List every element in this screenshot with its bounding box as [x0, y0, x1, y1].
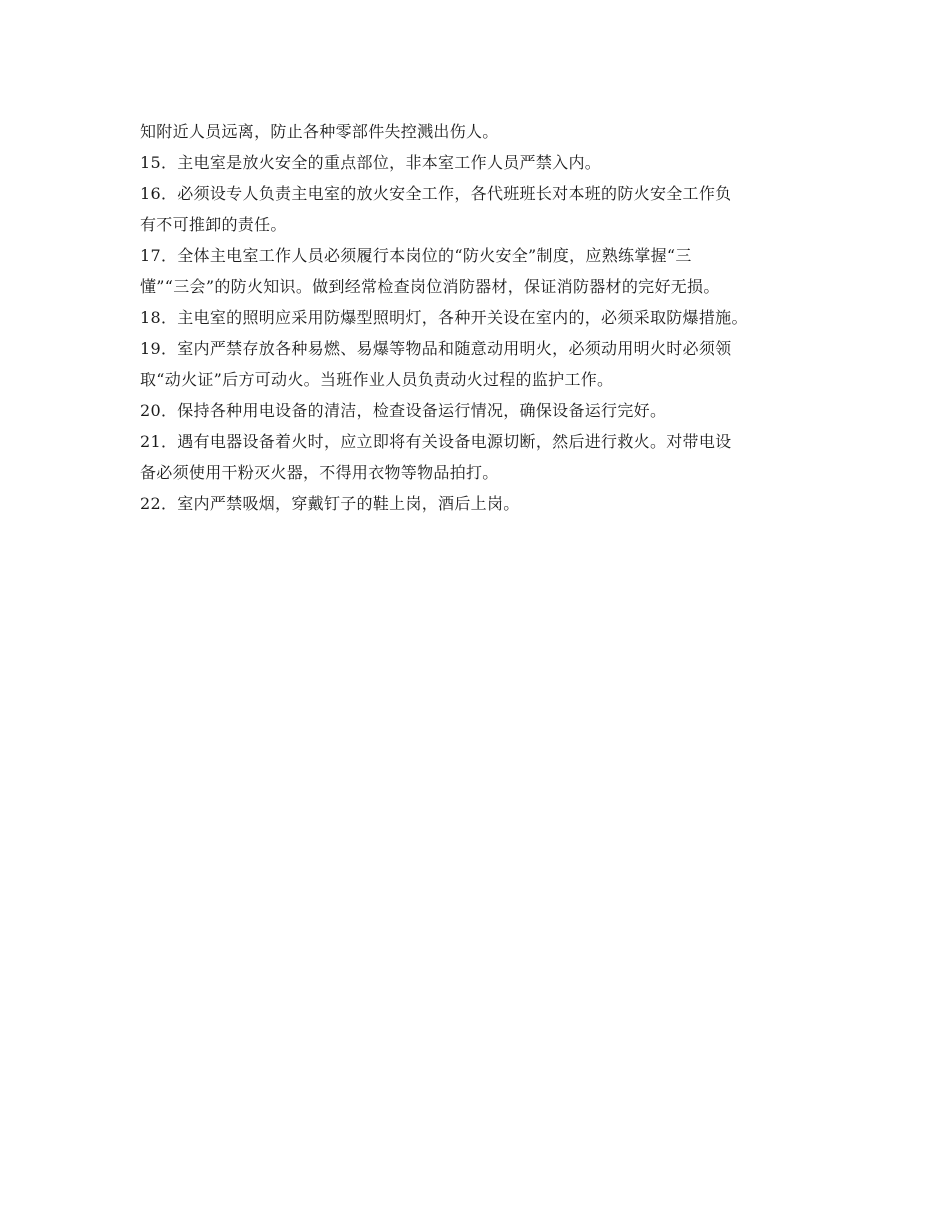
document-body — [140, 116, 820, 519]
text-line-10: 20．保持各种用电设备的清洁，检查设备运行情况，确保设备运行完好。 — [140, 401, 667, 420]
text-line-8: 19．室内严禁存放各种易燃、易爆等物品和随意动用明火，必须动用明火时必须领 — [140, 339, 732, 358]
text-line-11: 21．遇有电器设备着火时，应立即将有关设备电源切断，然后进行救火。对带电设 — [140, 432, 732, 451]
text-line-4: 有不可推卸的责任。 — [140, 215, 287, 234]
text-line-3: 16．必须设专人负责主电室的放火安全工作，各代班班长对本班的防火安全工作负 — [140, 184, 732, 203]
text-line-5: 17．全体主电室工作人员必须履行本岗位的“防火安全”制度，应熟练掌握“三 — [140, 246, 692, 265]
text-line-9: 取“动火证”后方可动火。当班作业人员负责动火过程的监护工作。 — [140, 370, 614, 389]
text-line-7: 18．主电室的照明应采用防爆型照明灯，各种开关设在室内的，必须采取防爆措施。 — [140, 308, 748, 327]
text-line-1: 知附近人员远离，防止各种零部件失控溅出伤人。 — [140, 122, 499, 141]
text-line-2: 15．主电室是放火安全的重点部位，非本室工作人员严禁入内。 — [140, 153, 602, 172]
text-line-13: 22．室内严禁吸烟，穿戴钉子的鞋上岗，酒后上岗。 — [140, 494, 520, 513]
text-line-6: 懂”“三会”的防火知识。做到经常检查岗位消防器材，保证消防器材的完好无损。 — [140, 277, 720, 296]
text-line-12: 备必须使用干粉灭火器，不得用衣物等物品拍打。 — [140, 463, 499, 482]
